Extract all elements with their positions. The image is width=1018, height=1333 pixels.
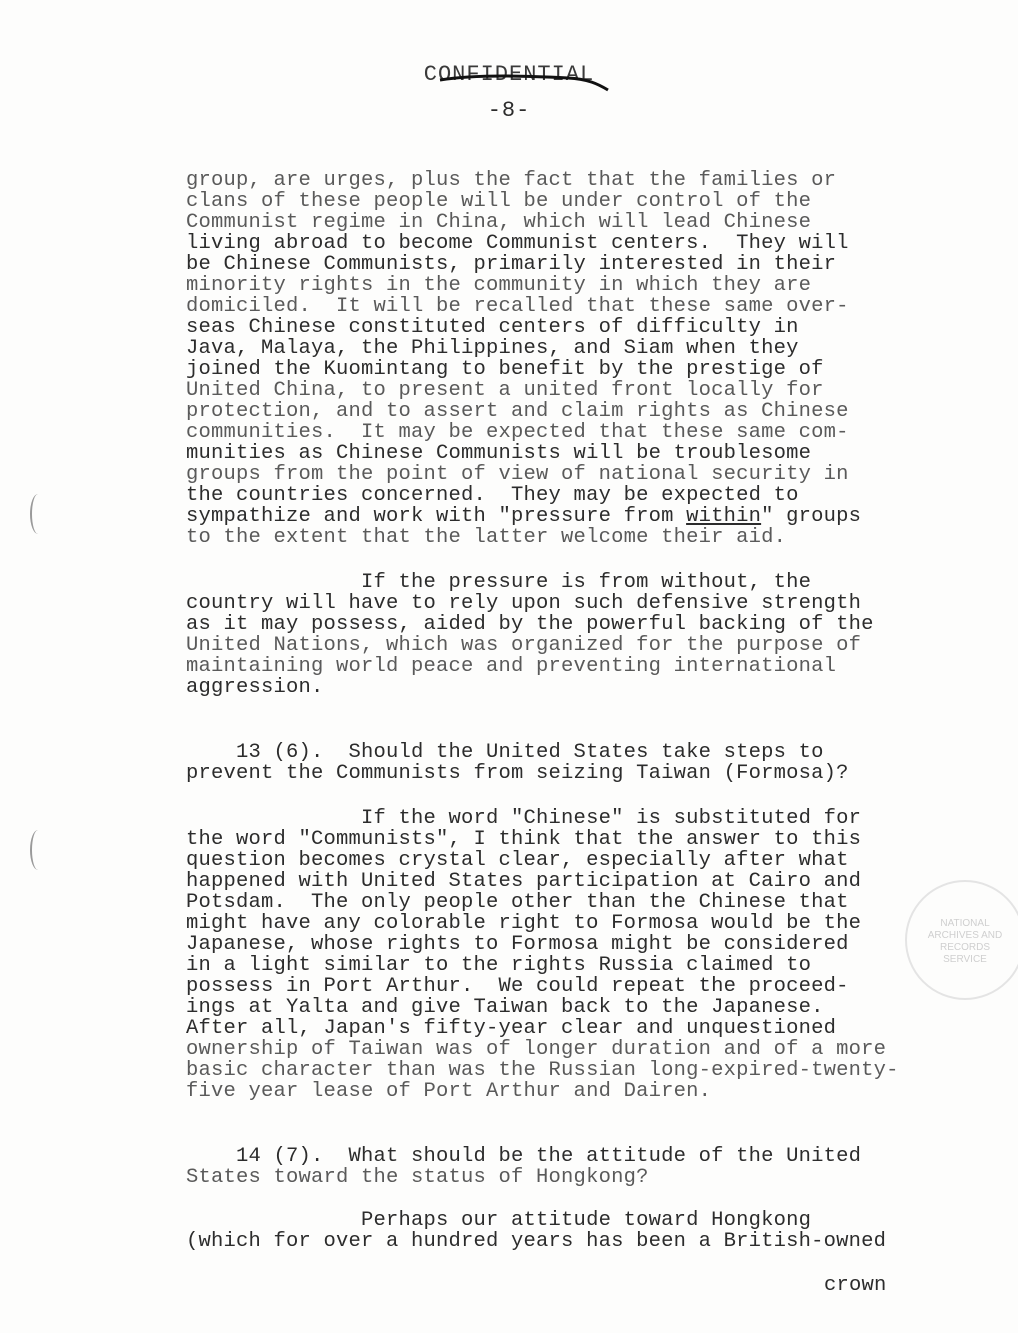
- text-line: 13 (6). Should the United States take steps to: [186, 741, 824, 764]
- text-line: States toward the status of Hongkong?: [186, 1166, 649, 1189]
- text-line: prevent the Communists from seizing Taiwan (Formosa)?: [186, 762, 849, 785]
- stamp-text: NATIONAL ARCHIVES AND RECORDS SERVICE: [927, 918, 1003, 965]
- text-line: clans of these people will be under control of the: [186, 190, 812, 213]
- binder-hole-mark: [30, 830, 46, 870]
- text-line: question becomes crystal clear, especially after what: [186, 849, 849, 872]
- text-line: Japanese, whose rights to Formosa might be considered: [186, 933, 849, 956]
- archives-stamp: [905, 880, 1018, 1000]
- text-line: ownership of Taiwan was of longer duration and of a more: [186, 1038, 887, 1061]
- page-number: [0, 98, 1018, 123]
- text-line: five year lease of Port Arthur and Dairen.: [186, 1080, 712, 1103]
- text-line: ings at Yalta and give Taiwan back to the Japanese.: [186, 996, 824, 1019]
- text-line: groups from the point of view of national security in: [186, 463, 849, 486]
- text-line-with-underline: [186, 506, 861, 528]
- text-segment: sympathize and work with "pressure from: [186, 505, 687, 528]
- catchword: crown: [824, 1274, 887, 1297]
- text-line: possess in Port Arthur. We could repeat the proceed-: [186, 975, 849, 998]
- text-line: domiciled. It will be recalled that these same over-: [186, 295, 849, 318]
- text-line: be Chinese Communists, primarily interested in their: [186, 253, 837, 276]
- text-line: munities as Chinese Communists will be troublesome: [186, 442, 812, 465]
- text-line: happened with United States participation at Cairo and: [186, 870, 862, 893]
- binder-hole-mark: [30, 494, 46, 534]
- text-line: basic character than was the Russian long-expired-twenty-: [186, 1059, 899, 1082]
- text-line: 14 (7). What should be the attitude of the United: [186, 1145, 862, 1168]
- text-line: group, are urges, plus the fact that the families or: [186, 169, 837, 192]
- text-line: minority rights in the community in which they are: [186, 274, 812, 297]
- text-line: If the word "Chinese" is substituted for: [186, 807, 862, 830]
- text-line: United Nations, which was organized for the purpose of: [186, 634, 862, 657]
- underlined-word: within: [686, 505, 762, 528]
- text-line: the word "Communists", I think that the answer to this: [186, 828, 862, 851]
- strikethrough-scribble: [438, 70, 618, 100]
- text-line: After all, Japan's fifty-year clear and unquestioned: [186, 1017, 837, 1040]
- text-line: Communist regime in China, which will lead Chinese: [186, 211, 812, 234]
- text-line: protection, and to assert and claim rights as Chinese: [186, 400, 849, 423]
- text-line: the countries concerned. They may be expected to: [186, 484, 799, 507]
- text-line: Potsdam. The only people other than the Chinese that: [186, 891, 849, 914]
- text-line: as it may possess, aided by the powerful backing of the: [186, 613, 874, 636]
- text-line: Perhaps our attitude toward Hongkong: [186, 1209, 812, 1232]
- text-line: to the extent that the latter welcome their aid.: [186, 526, 787, 549]
- text-line: United China, to present a united front locally for: [186, 379, 824, 402]
- text-line: If the pressure is from without, the: [186, 571, 812, 594]
- text-line: maintaining world peace and preventing international: [186, 655, 837, 678]
- page-number-text: -8-: [487, 98, 531, 123]
- text-line: aggression.: [186, 676, 324, 699]
- text-line: seas Chinese constituted centers of difficulty in: [186, 316, 799, 339]
- text-line: (which for over a hundred years has been a British-owned: [186, 1230, 887, 1253]
- text-line: in a light similar to the rights Russia claimed to: [186, 954, 812, 977]
- text-line: Java, Malaya, the Philippines, and Siam when they: [186, 337, 799, 360]
- text-line: country will have to rely upon such defensive strength: [186, 592, 862, 615]
- text-line: might have any colorable right to Formosa would be the: [186, 912, 862, 935]
- text-segment: " groups: [761, 505, 862, 528]
- text-line: communities. It may be expected that these same com-: [186, 421, 849, 444]
- text-line: joined the Kuomintang to benefit by the prestige of: [186, 358, 824, 381]
- classification-text: CONFIDENTIAL: [423, 62, 595, 87]
- text-line: living abroad to become Communist centers. They will: [186, 232, 849, 255]
